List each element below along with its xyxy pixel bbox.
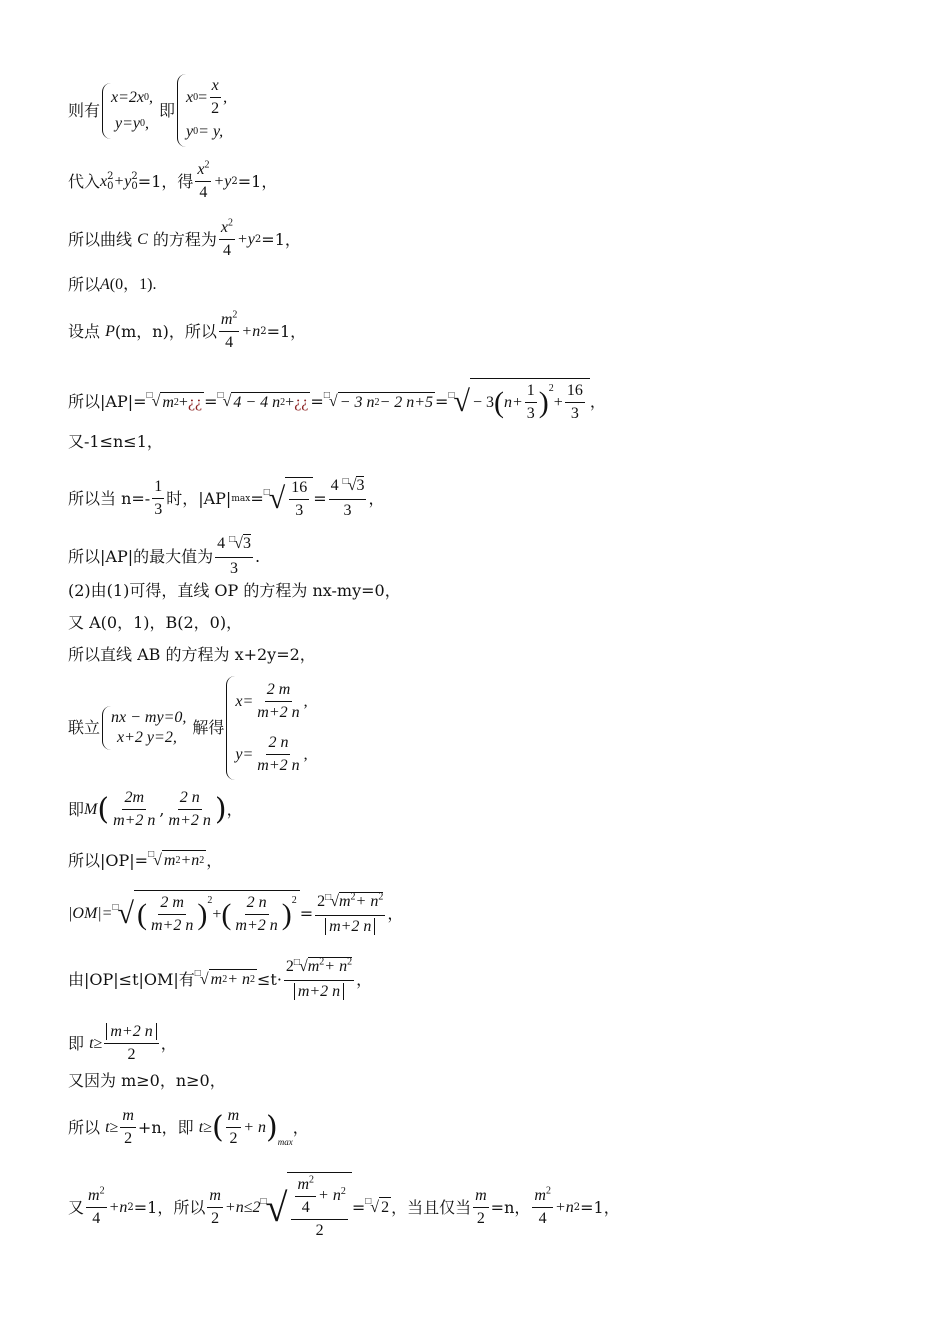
fraction: [207, 1186, 223, 1229]
denominator: 3: [526, 405, 535, 422]
fraction: [226, 1106, 242, 1149]
math-term: (0，1).: [109, 276, 157, 293]
text-segment: =1，: [237, 171, 278, 191]
math-term: A: [100, 276, 110, 293]
math-term: +: [178, 393, 188, 411]
text-segment: .: [254, 546, 261, 566]
numerator: 2 n: [178, 788, 202, 810]
text-segment: 由|OP|≤t|OM|有: [68, 969, 195, 989]
math-term: 4 − 4 n: [233, 393, 281, 411]
numerator: x: [210, 76, 221, 98]
radical-placeholder: □: [342, 476, 349, 487]
text-segment: +n，即: [137, 1117, 194, 1137]
math-term: ,: [303, 745, 308, 763]
radicand: 2: [381, 1199, 390, 1216]
denominator: 4: [222, 242, 231, 259]
denominator: 3: [230, 560, 239, 577]
text-segment: =1，得: [137, 171, 194, 191]
text-segment: 代入: [68, 171, 101, 191]
fraction: [255, 680, 301, 723]
math-term: y=: [235, 745, 254, 763]
numerator: 2: [317, 892, 326, 910]
numerator: 2 n: [266, 733, 290, 755]
denominator: 2: [127, 1046, 136, 1063]
text-segment: =1，所以: [133, 1197, 206, 1217]
radical-placeholder: □: [260, 1195, 267, 1207]
math-term: ,: [145, 114, 150, 132]
line-system-substitution: [68, 74, 233, 147]
superscript: 2: [347, 956, 353, 968]
superscript: 2: [204, 159, 210, 171]
text-segment: (2)由(1)可得，直线 OP 的方程为 nx-my=0，: [68, 581, 401, 600]
text-segment: ，当且仅当: [391, 1197, 472, 1217]
square-root: □ √ − 3 ( n+ $\frac{1}{3}$ ) 2 + $\frac{16}{3}$: [448, 378, 589, 426]
fraction: $\frac{2□√m^2+ n^2}{m+2 n}$: [315, 892, 385, 937]
math-term: − 3 n: [339, 393, 375, 411]
line-op-length: [68, 850, 222, 871]
text-segment: 所以|AP|的最大值为: [68, 546, 214, 566]
fraction: [289, 478, 309, 521]
denominator: 2: [476, 1210, 485, 1227]
math-term: =: [310, 392, 324, 411]
radicand: m: [307, 958, 320, 975]
line-nonnegative: [68, 1071, 226, 1091]
superscript: 2: [107, 170, 114, 182]
numerator: 1: [525, 381, 537, 403]
text-segment: 所以当 n=-: [68, 488, 151, 508]
text-segment: ，: [160, 1033, 177, 1053]
text-segment: =1，: [261, 229, 301, 249]
fraction: [532, 1186, 553, 1229]
denominator: 4: [538, 1210, 547, 1227]
fraction: [295, 1175, 316, 1218]
denominator: 3: [343, 502, 352, 519]
fraction: [525, 381, 537, 424]
fraction: [255, 733, 301, 776]
text-segment: 又: [68, 1197, 85, 1217]
text-segment: ，: [368, 488, 385, 508]
superscript: 2: [350, 891, 356, 903]
denominator: m+2 n: [257, 704, 300, 721]
denominator: 4: [301, 1199, 310, 1216]
denominator: m+2 n: [235, 917, 278, 934]
math-term: ,: [159, 799, 165, 819]
math-term: =: [435, 392, 449, 411]
fraction: [219, 310, 240, 353]
numerator: 1: [152, 477, 164, 499]
denominator: 2: [315, 1222, 324, 1239]
math-term: y: [186, 123, 194, 140]
math-term: t≥: [105, 1118, 119, 1136]
line-ap-max: 所以当 n=- $\frac{1}{3}$ 时，|AP| max = □ √ $\frac{16}{3}$ = $\frac{4 □√3}{3}$ ，: [68, 476, 384, 521]
math-term: + n: [318, 1187, 341, 1205]
text-segment: 即: [159, 100, 176, 120]
math-term: =: [313, 488, 327, 508]
superscript: 2: [131, 170, 138, 182]
line-point-m: 即 M ( $\frac{2m}{m+2 n}$ , $\frac{2 n}{m+2 n}$ ) ，: [68, 789, 243, 829]
superscript: 2: [545, 1185, 551, 1197]
math-term: − 2 n+5: [379, 393, 434, 411]
line-point-a: [68, 275, 156, 295]
line-final-bound: 又 $\frac{m^2}{4}$ +n 2 =1，所以 $\frac{m}{2}$ +n≤2 □ √ $\frac{m^2}{4}$ + $n^2$ 2 = □ √ 2 ，当且仅当 $\frac{m}{2}$ =n， $\frac{m^2}{4}$ +n 2 =1，: [68, 1172, 620, 1243]
denominator: 4: [225, 334, 234, 351]
fraction: [233, 893, 279, 936]
radicand: + n: [324, 958, 348, 975]
text-segment: 所以直线 AB 的方程为 x+2y=2，: [68, 645, 316, 664]
fraction: [167, 788, 213, 831]
line-range-n: [68, 432, 163, 452]
math-term: +n: [554, 1198, 574, 1216]
numerator: m: [207, 1186, 223, 1208]
denominator: m+2 n: [325, 918, 375, 935]
text-segment: 则有: [68, 100, 101, 120]
denominator: 3: [154, 501, 163, 518]
square-root: □ √ 2: [365, 1197, 391, 1218]
math-term: t≥: [89, 1034, 103, 1052]
equation-system: [226, 676, 311, 780]
garbled-glyph: ¿¿: [187, 393, 203, 411]
fraction: $\frac{4 □√3}{3}$: [329, 476, 367, 521]
denominator: 2: [229, 1130, 238, 1147]
radical-placeholder: □: [325, 891, 332, 903]
numerator: m: [88, 1187, 100, 1204]
line-curve-equation: 所以曲线 C 的方程为 $\frac{x^2}{4}$ +y 2 =1，: [68, 217, 301, 259]
math-term: n+: [503, 393, 523, 411]
superscript: 2: [228, 217, 233, 229]
math-term: = y,: [198, 123, 224, 140]
text-segment: ，: [292, 1117, 309, 1137]
numerator: x: [220, 219, 228, 236]
fraction: [219, 218, 235, 261]
numerator: m: [120, 1106, 136, 1128]
numerator: m: [297, 1176, 310, 1193]
fraction: [149, 893, 195, 936]
numerator: x: [197, 161, 205, 178]
denominator: m+2 n: [151, 917, 194, 934]
radicand: + n: [355, 892, 379, 910]
math-term: +n: [180, 852, 200, 869]
fraction: [291, 1175, 347, 1241]
radical-placeholder: □: [146, 390, 153, 401]
math-term: +: [212, 905, 222, 923]
text-segment: 设点: [68, 321, 101, 341]
garbled-glyph: ¿¿: [294, 393, 309, 411]
text-segment: 所以|AP|=: [68, 392, 147, 411]
text-segment: 所以|OP|=: [68, 850, 149, 870]
fraction: [86, 1186, 107, 1229]
equation-system: x=2x 0 , y=y 0 ,: [102, 83, 157, 139]
radical-placeholder: □: [148, 848, 155, 860]
numerator: 4: [330, 477, 339, 494]
math-term: − 3: [472, 393, 494, 411]
math-term: x+2 y=2,: [117, 729, 177, 746]
math-term: +n: [241, 322, 261, 340]
numerator: m: [226, 1106, 242, 1128]
denominator: 3: [570, 405, 579, 422]
radical-placeholder: □: [229, 534, 236, 545]
radical-placeholder: □: [323, 390, 330, 401]
text-segment: 又-1≤n≤1，: [68, 432, 163, 451]
math-term: ,: [223, 88, 228, 106]
line-ab-equation: [68, 645, 316, 665]
math-term: =: [204, 392, 218, 411]
math-term: P: [105, 322, 115, 340]
denominator: m+2 n: [113, 812, 156, 829]
math-term: =: [299, 904, 314, 923]
denominator: m+2 n: [168, 812, 211, 829]
text-segment: ，: [387, 904, 404, 923]
denominator: 3: [295, 501, 304, 519]
text-segment: (m，n)，所以: [114, 321, 217, 341]
denominator: 2: [124, 1130, 133, 1147]
fraction: [195, 160, 211, 203]
denominator: 4: [199, 184, 208, 201]
radical-placeholder: □: [293, 957, 300, 968]
numerator: 2m: [122, 788, 146, 810]
line-inequality: [68, 957, 372, 1002]
math-term: =: [198, 88, 208, 106]
math-term: ,: [303, 692, 308, 710]
line-substitute: 代入 x 2 0 +y 2 0 =1，得 $\frac{x^2}{4}$ +y 2 =1，: [68, 159, 278, 201]
square-root: □ √ m 2 + n 2: [195, 969, 257, 990]
square-root: □ √ ( $\frac{2 m}{m+2 n}$ ) 2 + ( $\frac{2 n}{m+2 n}$ ) 2: [112, 890, 299, 938]
math-term: =: [250, 488, 264, 508]
numerator: m: [534, 1187, 546, 1204]
math-term: m: [163, 852, 176, 869]
fraction: [152, 477, 164, 520]
line-part2-op: [68, 581, 401, 601]
math-term: +n: [108, 1198, 128, 1216]
math-term: x=: [235, 692, 254, 710]
radical-placeholder: □: [217, 390, 224, 401]
line-solve-system: [68, 676, 314, 780]
subscript: 0: [131, 180, 138, 192]
text-segment: 又因为 m≥0，n≥0，: [68, 1071, 226, 1090]
equation-system: [102, 706, 190, 750]
text-segment: 所以曲线: [68, 229, 133, 249]
denominator: 2: [211, 100, 220, 117]
denominator: m+2 n: [257, 757, 300, 774]
subscript: max: [277, 1136, 293, 1147]
text-segment: ，: [206, 850, 223, 870]
text-segment: =1，: [580, 1197, 620, 1217]
radical-placeholder: □: [263, 486, 270, 498]
square-root: □ √ $\frac{m^2}{4}$ + $n^2$ 2: [260, 1172, 351, 1243]
numerator: 2 m: [158, 893, 186, 915]
numerator: 4: [217, 535, 226, 552]
text-segment: ，: [589, 392, 606, 411]
text-segment: 联立: [68, 718, 101, 737]
superscript: 2: [319, 956, 325, 968]
fraction: [111, 788, 157, 831]
text-segment: 的方程为: [152, 229, 217, 249]
numerator: 2 n: [245, 893, 269, 915]
numerator: m: [473, 1186, 489, 1208]
text-segment: 又 A(0，1)，B(2，0)，: [68, 613, 243, 632]
text-segment: 所以: [68, 275, 101, 294]
subscript: 0: [107, 180, 114, 192]
fraction: [565, 381, 585, 424]
numerator: 2: [285, 958, 294, 975]
radical-placeholder: □: [365, 1195, 372, 1207]
math-term: M: [84, 800, 98, 818]
fraction: [120, 1106, 136, 1149]
math-term: + n: [227, 971, 250, 988]
math-term: y=y: [115, 114, 141, 132]
numerator: m+2 n: [106, 1023, 156, 1040]
fraction: $\frac{4 □√3}{3}$: [215, 534, 253, 579]
math-term: ≤t·: [256, 969, 282, 989]
math-term: +: [553, 393, 563, 411]
math-term: + n: [243, 1118, 267, 1136]
square-root: □ √ $\frac{16}{3}$: [264, 477, 314, 521]
square-root: □ √ m 2 + ¿¿: [147, 392, 205, 413]
square-root: □ √ m 2 +n 2: [148, 850, 206, 871]
square-root: □ √ − 3 n 2 − 2 n+5: [324, 392, 435, 413]
math-term: +y: [213, 172, 232, 190]
superscript: 2: [340, 1185, 346, 1197]
line-om-length: [68, 890, 403, 938]
fraction: [104, 1022, 158, 1065]
square-root: □ √ 4 − 4 n 2 + ¿¿: [218, 392, 311, 413]
text-segment: ，: [356, 969, 373, 989]
radical-placeholder: □: [448, 390, 455, 401]
text-segment: 时，|AP|: [166, 488, 232, 508]
radicand: 3: [356, 477, 365, 494]
text-segment: 即: [68, 1033, 85, 1053]
text-segment: =1，: [266, 321, 307, 341]
math-term: =: [351, 1197, 366, 1217]
text-segment: 所以: [68, 1117, 101, 1137]
text-segment: =n，: [490, 1197, 531, 1217]
superscript: 2: [378, 891, 384, 903]
line-ap-max-value: [68, 534, 260, 579]
superscript: 2: [232, 309, 238, 321]
fraction: [473, 1186, 489, 1229]
math-term: +: [285, 393, 295, 411]
math-term: C: [137, 230, 148, 248]
text-segment: ，: [226, 799, 243, 819]
numerator: 2 m: [265, 680, 293, 702]
text-segment: |OM|=: [68, 905, 113, 922]
math-term: m: [162, 393, 174, 411]
math-term: t≥: [198, 1118, 212, 1136]
equation-system: x 0 = $\frac{x}{2}$ , y 0 = y,: [177, 74, 231, 147]
radical-placeholder: □: [194, 967, 201, 979]
denominator: 2: [211, 1210, 220, 1227]
text-segment: 即: [68, 799, 85, 819]
numerator: m: [220, 311, 233, 328]
numerator: 16: [565, 381, 585, 403]
denominator: m+2 n: [294, 983, 344, 1000]
superscript: 2: [99, 1185, 105, 1197]
math-term: +y: [113, 172, 132, 190]
line-t-max: 所以 t≥ $\frac{m}{2}$ +n，即 t≥ ( $\frac{m}{2}$ + n ) max ，: [68, 1106, 309, 1149]
superscript: 2: [309, 1174, 315, 1186]
math-term: x: [186, 88, 194, 106]
fraction: $\frac{2□√m^2+ n^2}{m+2 n}$: [284, 957, 354, 1002]
line-points-ab: [68, 613, 242, 633]
fraction: [209, 76, 221, 119]
math-term: nx − my=0,: [111, 709, 187, 726]
radicand: 3: [242, 535, 251, 552]
math-term: x: [100, 172, 108, 190]
math-term: +y: [237, 230, 255, 248]
numerator: 16: [289, 478, 309, 500]
line-t-bound: [68, 1022, 177, 1065]
math-term: x=2x: [111, 88, 145, 106]
math-term: +n≤2: [224, 1198, 261, 1216]
radical-placeholder: □: [112, 902, 119, 913]
math-term: ,: [149, 88, 154, 106]
denominator: 4: [92, 1210, 101, 1227]
text-segment: 解得: [192, 718, 225, 737]
line-ap-distance: [68, 378, 606, 426]
line-point-p: 设点 P (m，n)，所以 $\frac{m^2}{4}$ +n 2 =1，: [68, 309, 307, 351]
radicand: m: [338, 892, 351, 910]
math-term: m: [210, 971, 223, 988]
